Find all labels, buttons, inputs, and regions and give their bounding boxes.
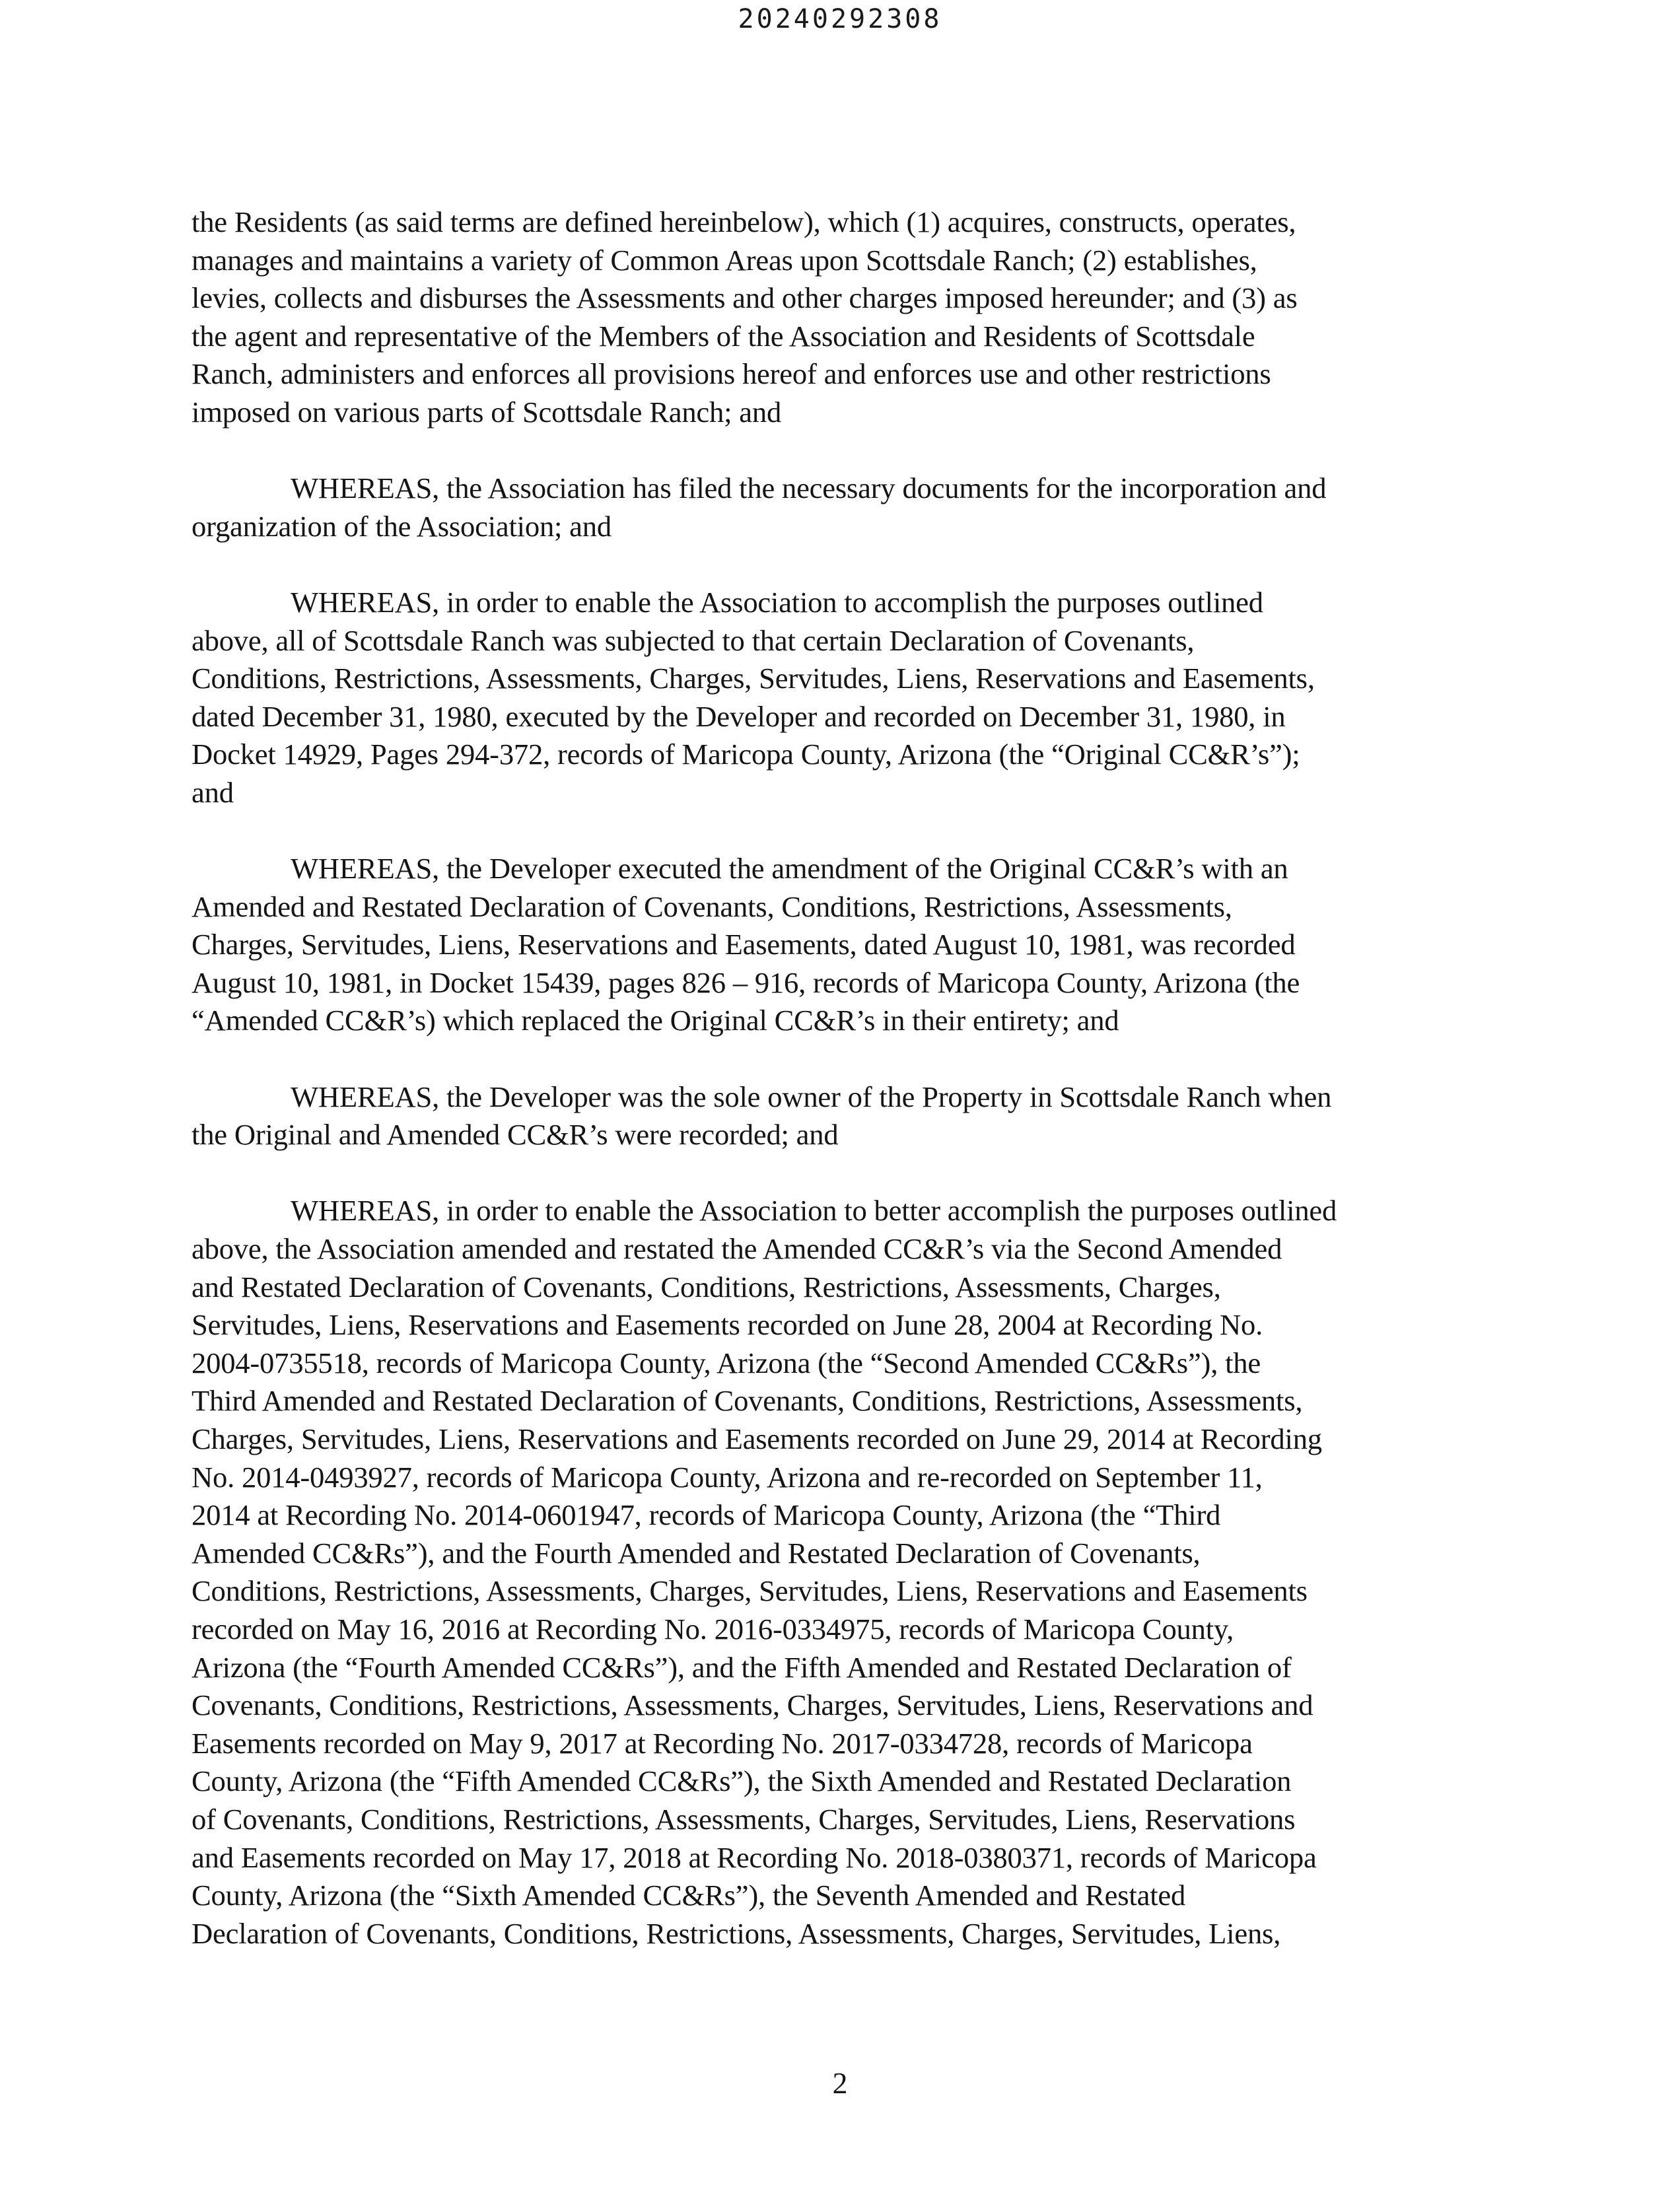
- text-line: “Amended CC&R’s) which replaced the Original CC&R’s in their entirety; and: [192, 1004, 1119, 1037]
- document-body: [192, 203, 1486, 1991]
- paragraph-whereas-sole-owner: [192, 1078, 1486, 1154]
- page-number: 2: [832, 2066, 848, 2100]
- text-line: levies, collects and disburses the Assessments and other charges imposed hereunder; and (3) as: [192, 281, 1298, 315]
- recording-number: 20240292308: [738, 4, 942, 34]
- text-line: WHEREAS, the Developer was the sole owner of the Property in Scottsdale Ranch when: [291, 1080, 1332, 1113]
- text-line: 2004-0735518, records of Maricopa County, Arizona (the “Second Amended CC&Rs”), the: [192, 1346, 1261, 1379]
- text-line: and Easements recorded on May 17, 2018 at Recording No. 2018-0380371, records of Maricopa: [192, 1840, 1317, 1874]
- text-line: imposed on various parts of Scottsdale Ranch; and: [192, 395, 782, 429]
- text-line: County, Arizona (the “Fifth Amended CC&Rs”), the Sixth Amended and Restated Declaration: [192, 1764, 1292, 1798]
- text-line: above, all of Scottsdale Ranch was subjected to that certain Declaration of Covenants,: [192, 623, 1195, 657]
- text-line: Servitudes, Liens, Reservations and Easements recorded on June 28, 2004 at Recording No.: [192, 1308, 1263, 1342]
- text-line: County, Arizona (the “Sixth Amended CC&Rs”), the Seventh Amended and Restated: [192, 1879, 1186, 1912]
- text-line: the Original and Amended CC&R’s were recorded; and: [192, 1118, 839, 1152]
- text-line: Arizona (the “Fourth Amended CC&Rs”), and the Fifth Amended and Restated Declaration of: [192, 1650, 1292, 1684]
- text-line: Covenants, Conditions, Restrictions, Assessments, Charges, Servitudes, Liens, Reservations and: [192, 1688, 1313, 1722]
- text-line: Declaration of Covenants, Conditions, Restrictions, Assessments, Charges, Servitudes, Liens,: [192, 1916, 1281, 1950]
- paragraph-whereas-amended-ccrs: [192, 850, 1486, 1040]
- text-line: Charges, Servitudes, Liens, Reservations and Easements, dated August 10, 1981, was recorded: [192, 928, 1296, 961]
- text-line: No. 2014-0493927, records of Maricopa County, Arizona and re-recorded on September 11,: [192, 1460, 1263, 1494]
- paragraph-residents: [192, 203, 1486, 432]
- text-line: Charges, Servitudes, Liens, Reservations and Easements recorded on June 29, 2014 at Recording: [192, 1422, 1322, 1455]
- text-line: Third Amended and Restated Declaration of Covenants, Conditions, Restrictions, Assessments,: [192, 1384, 1303, 1418]
- text-line: the agent and representative of the Members of the Association and Residents of Scottsdale: [192, 319, 1255, 353]
- paragraph-whereas-original-ccrs: [192, 584, 1486, 812]
- text-line: Amended and Restated Declaration of Covenants, Conditions, Restrictions, Assessments,: [192, 889, 1232, 923]
- paragraph-whereas-incorporation: [192, 469, 1486, 545]
- text-line: WHEREAS, the Developer executed the amendment of the Original CC&R’s with an: [291, 852, 1288, 885]
- text-line: of Covenants, Conditions, Restrictions, Assessments, Charges, Servitudes, Liens, Reservations: [192, 1802, 1296, 1836]
- text-line: and: [192, 775, 234, 809]
- text-line: Docket 14929, Pages 294-372, records of Maricopa County, Arizona (the “Original CC&R’s”);: [192, 738, 1300, 771]
- text-line: organization of the Association; and: [192, 509, 612, 543]
- text-line: Conditions, Restrictions, Assessments, Charges, Servitudes, Liens, Reservations and Easements,: [192, 662, 1315, 695]
- text-line: recorded on May 16, 2016 at Recording No. 2016-0334975, records of Maricopa County,: [192, 1612, 1234, 1646]
- text-line: Easements recorded on May 9, 2017 at Recording No. 2017-0334728, records of Maricopa: [192, 1726, 1253, 1760]
- text-line: August 10, 1981, in Docket 15439, pages 826 – 916, records of Maricopa County, Arizona (the: [192, 965, 1300, 999]
- text-line: WHEREAS, the Association has filed the necessary documents for the incorporation and: [291, 471, 1327, 505]
- text-line: Ranch, administers and enforces all provisions hereof and enforces use and other restrictions: [192, 357, 1271, 391]
- text-line: and Restated Declaration of Covenants, Conditions, Restrictions, Assessments, Charges,: [192, 1270, 1221, 1303]
- text-line: 2014 at Recording No. 2014-0601947, records of Maricopa County, Arizona (the “Third: [192, 1498, 1221, 1532]
- text-line: manages and maintains a variety of Common Areas upon Scottsdale Ranch; (2) establishes,: [192, 243, 1257, 277]
- text-line: Conditions, Restrictions, Assessments, Charges, Servitudes, Liens, Reservations and Easements: [192, 1574, 1308, 1608]
- text-line: the Residents (as said terms are defined hereinbelow), which (1) acquires, constructs, operates,: [192, 205, 1296, 238]
- text-line: WHEREAS, in order to enable the Association to better accomplish the purposes outlined: [291, 1194, 1337, 1228]
- text-line: WHEREAS, in order to enable the Association to accomplish the purposes outlined: [291, 585, 1263, 619]
- paragraph-whereas-restated-declarations: [192, 1192, 1486, 1953]
- text-line: dated December 31, 1980, executed by the Developer and recorded on December 31, 1980, in: [192, 699, 1286, 733]
- text-line: Amended CC&Rs”), and the Fourth Amended and Restated Declaration of Covenants,: [192, 1536, 1201, 1570]
- text-line: above, the Association amended and restated the Amended CC&R’s via the Second Amended: [192, 1232, 1282, 1266]
